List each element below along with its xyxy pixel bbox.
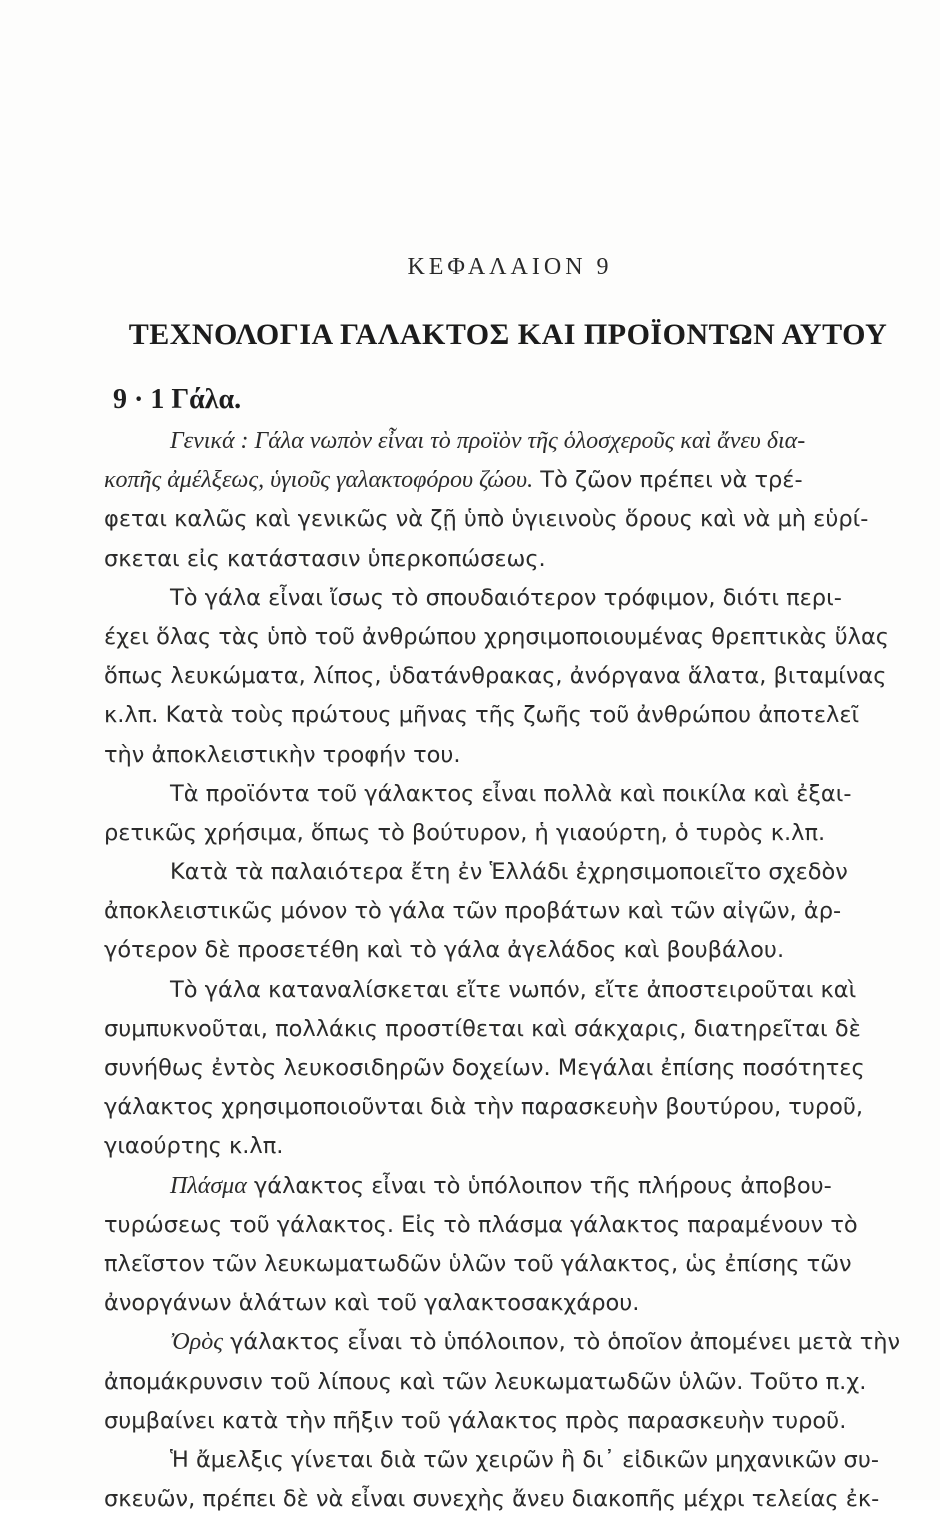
text-segment: φεται καλῶς καὶ γενικῶς νὰ ζῇ ὑπὸ ὑγιεινοὺς ὅρους καὶ νὰ μὴ εὑρί- xyxy=(104,506,869,533)
text-segment: τὴν ἀποκλειστικὴν τροφήν του. xyxy=(104,741,461,768)
text-segment: γότερον δὲ προσετέθη καὶ τὸ γάλα ἀγελάδος καὶ βουβάλου. xyxy=(104,937,785,964)
text-segment: Ἡ ἄμελξις γίνεται διὰ τῶν χειρῶν ἢ δι᾽ εἰδικῶν μηχανικῶν συ- xyxy=(170,1446,879,1473)
text-segment: Κατὰ τὰ παλαιότερα ἔτη ἐν Ἑλλάδι ἐχρησιμοποιεῖτο σχεδὸν xyxy=(170,859,848,886)
text-segment: γιαούρτης κ.λπ. xyxy=(104,1133,284,1160)
text-line xyxy=(104,696,930,735)
italic-term: Ὀρὸς xyxy=(170,1329,223,1356)
text-line xyxy=(104,1245,930,1284)
text-segment: Τὸ γάλα εἶναι ἴσως τὸ σπουδαιότερον τρόφιμον, διότι περι- xyxy=(170,584,842,611)
text-segment: γάλακτος εἶναι τὸ ὑπόλοιπον, τὸ ὁποῖον ἀπομένει μετὰ τὴν xyxy=(222,1329,901,1356)
text-segment: Τὰ προϊόντα τοῦ γάλακτος εἶναι πολλὰ καὶ ποικίλα καὶ ἐξαι- xyxy=(170,780,852,807)
text-line xyxy=(104,1441,930,1480)
text-segment: κ.λπ. Κατὰ τοὺς πρώτους μῆνας τῆς ζωῆς τοῦ ἀνθρώπου ἀποτελεῖ xyxy=(104,702,860,729)
text-line xyxy=(104,1206,930,1245)
text-line xyxy=(104,1088,930,1127)
text-segment: πλεῖστον τῶν λευκωματωδῶν ὑλῶν τοῦ γάλακτος, ὡς ἐπίσης τῶν xyxy=(104,1250,852,1277)
text-line xyxy=(104,461,930,500)
text-segment: ὅπως λευκώματα, λίπος, ὑδατάνθρακας, ἀνόργανα ἅλατα, βιταμίνας xyxy=(104,663,887,690)
text-line xyxy=(104,1167,930,1206)
text-line xyxy=(104,814,930,853)
text-segment: σκεται εἰς κατάστασιν ὑπερκοπώσεως. xyxy=(104,545,546,572)
text-segment: συμπυκνοῦται, πολλάκις προστίθεται καὶ σάκχαρις, διατηρεῖται δὲ xyxy=(104,1015,861,1042)
chapter-title: ΤΕΧΝΟΛΟΓΙΑ ΓΑΛΑΚΤΟΣ ΚΑΙ ΠΡΟΪΟΝΤΩΝ ΑΥΤΟΥ xyxy=(128,318,888,351)
text-segment: ρετικῶς χρήσιμα, ὅπως τὸ βούτυρον, ἡ γιαούρτη, ὁ τυρὸς κ.λπ. xyxy=(104,819,826,846)
text-line xyxy=(104,657,930,696)
text-segment: γάλακτος χρησιμοποιοῦνται διὰ τὴν παρασκευὴν βουτύρου, τυροῦ, xyxy=(104,1094,864,1121)
section-heading: 9 · 1 Γάλα. xyxy=(113,384,242,415)
text-line xyxy=(104,540,930,579)
text-segment: ἀποκλειστικῶς μόνον τὸ γάλα τῶν προβάτων καὶ τῶν αἰγῶν, ἀρ- xyxy=(104,898,842,925)
body-text xyxy=(104,422,930,1519)
text-segment: συνήθως ἐντὸς λευκοσιδηρῶν δοχείων. Μεγάλαι ἐπίσης ποσότητες xyxy=(104,1055,865,1081)
text-line xyxy=(104,1402,930,1441)
text-segment: έχει ὅλας τὰς ὑπὸ τοῦ ἀνθρώπου χρησιμοποιουμένας θρεπτικὰς ὕλας xyxy=(104,623,890,650)
italic-term: κοπῆς ἀμέλξεως, ὑγιοῦς γαλακτοφόρου ζώου. xyxy=(104,467,534,494)
text-line xyxy=(104,500,930,539)
chapter-label: ΚΕΦΑΛΑΙΟΝ 9 xyxy=(407,254,613,280)
text-line xyxy=(104,618,930,657)
italic-term: Γενικά : Γάλα νωπὸν εἶναι τὸ προϊὸν τῆς ὁλοσχεροῦς καὶ ἄνευ δια- xyxy=(170,428,806,454)
text-line xyxy=(104,1049,930,1088)
text-segment: ἀπομάκρυνσιν τοῦ λίπους καὶ τῶν λευκωματωδῶν ὑλῶν. Τοῦτο π.χ. xyxy=(104,1368,867,1395)
text-line xyxy=(104,422,930,461)
text-line xyxy=(104,579,930,618)
text-line xyxy=(104,1323,930,1362)
text-segment: τυρώσεως τοῦ γάλακτος. Εἰς τὸ πλάσμα γάλακτος παραμένουν τὸ xyxy=(104,1211,858,1238)
text-segment: Τὸ ζῶον πρέπει νὰ τρέ- xyxy=(533,467,803,494)
text-segment: γάλακτος εἶναι τὸ ὑπόλοιπον τῆς πλήρους ἀποβου- xyxy=(246,1172,832,1199)
text-segment: συμβαίνει κατὰ τὴν πῆξιν τοῦ γάλακτος πρὸς παρασκευὴν τυροῦ. xyxy=(104,1407,847,1434)
text-line xyxy=(104,1127,930,1166)
text-line xyxy=(104,1284,930,1323)
text-line xyxy=(104,853,930,892)
text-line xyxy=(104,736,930,775)
text-line xyxy=(104,775,930,814)
text-line xyxy=(104,931,930,970)
text-segment: ἀνοργάνων ἁλάτων καὶ τοῦ γαλακτοσακχάρου. xyxy=(104,1290,640,1317)
italic-term: Πλάσμα xyxy=(170,1172,247,1199)
text-line xyxy=(104,971,930,1010)
text-line xyxy=(104,1363,930,1402)
text-segment: σκευῶν, πρέπει δὲ νὰ εἶναι συνεχὴς ἄνευ διακοπῆς μέχρι τελείας ἐκ- xyxy=(104,1486,880,1513)
text-line xyxy=(104,1010,930,1049)
text-segment: Τὸ γάλα καταναλίσκεται εἴτε νωπόν, εἴτε ἀποστειροῦται καὶ xyxy=(170,976,857,1003)
text-line xyxy=(104,892,930,931)
